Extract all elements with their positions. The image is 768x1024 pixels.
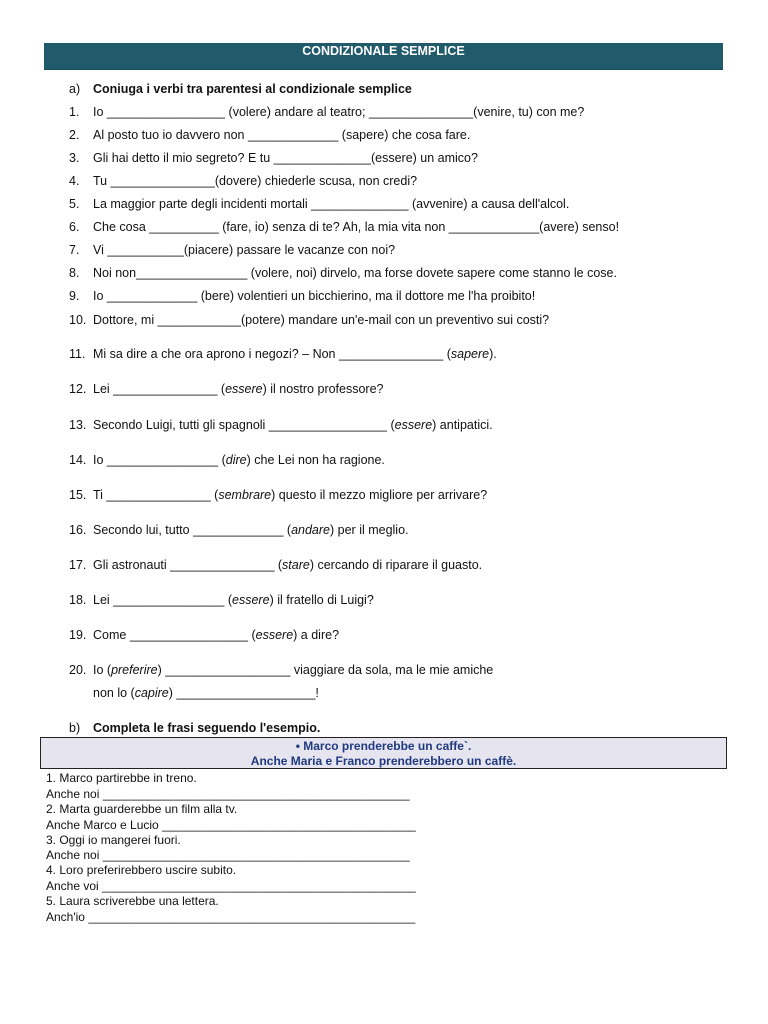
- completion-answer-line: Anch'io _________________________________________________: [46, 910, 416, 924]
- verb-infinitive: andare: [291, 523, 331, 537]
- exercise-text: Io (: [93, 663, 112, 677]
- exercise-number: 15.: [69, 488, 87, 502]
- exercise-text: Che cosa __________ (fare, io) senza di te? Ah, la mia vita non _____________(avere) senso!: [93, 220, 620, 234]
- exercise-text: Mi sa dire a che ora aprono i negozi? – Non _______________ (: [93, 347, 451, 361]
- exercise-number: 7.: [69, 243, 80, 257]
- exercise-item: [69, 220, 619, 234]
- exercise-item: [69, 243, 395, 257]
- exercise-number: 19.: [69, 628, 87, 642]
- completion-answer-line: Anche Marco e Lucio ______________________________________: [46, 818, 416, 832]
- exercise-text: Ti _______________ (: [93, 488, 219, 502]
- section-b-instruction: Completa le frasi seguendo l'esempio.: [93, 721, 321, 735]
- exercise-number: 16.: [69, 523, 87, 537]
- exercise-text: ) __________________ viaggiare da sola, ma le mie amiche: [157, 663, 494, 677]
- exercise-item: [69, 347, 497, 361]
- exercise-text: Secondo Luigi, tutti gli spagnoli _________________ (: [93, 418, 395, 432]
- exercise-item: [69, 628, 339, 642]
- completion-sentence: 3. Oggi io mangerei fuori.: [46, 833, 181, 847]
- section-b-letter: b): [69, 721, 81, 735]
- verb-infinitive: essere: [394, 418, 433, 432]
- verb-infinitive: essere: [225, 382, 263, 396]
- exercise-text: ) per il meglio.: [330, 523, 409, 537]
- exercise-number: 6.: [69, 220, 80, 234]
- exercise-text: Vi ___________(piacere) passare le vacanze con noi?: [93, 243, 396, 257]
- section-a-instruction: Coniuga i verbi tra parentesi al condizionale semplice: [93, 82, 412, 96]
- section-a-letter: a): [69, 82, 81, 96]
- exercise-number: 20.: [69, 663, 87, 677]
- exercise-text: ) che Lei non ha ragione.: [246, 453, 385, 467]
- exercise-item: [69, 151, 478, 165]
- exercise-continuation: [93, 686, 319, 700]
- page-title: CONDIZIONALE SEMPLICE: [44, 43, 723, 70]
- exercise-number: 9.: [69, 289, 80, 303]
- verb-infinitive: capire: [134, 686, 169, 700]
- exercise-item: [69, 105, 584, 119]
- exercise-text: ) questo il mezzo migliore per arrivare?: [271, 488, 488, 502]
- verb-infinitive: essere: [255, 628, 294, 642]
- completion-sentence: 4. Loro preferirebbero uscire subito.: [46, 863, 237, 877]
- exercise-text: ) il nostro professore?: [262, 382, 384, 396]
- exercise-number: 2.: [69, 128, 80, 142]
- exercise-text: Io _________________ (volere) andare al teatro; _______________(venire, tu) con me?: [93, 105, 585, 119]
- exercise-text: ) cercando di riparare il guasto.: [309, 558, 483, 572]
- exercise-text: Al posto tuo io davvero non _____________ (sapere) che cosa fare.: [93, 128, 471, 142]
- exercise-item: [69, 523, 409, 537]
- example-box: [40, 737, 727, 769]
- exercise-text: Come _________________ (: [93, 628, 256, 642]
- exercise-text: Dottore, mi ____________(potere) mandare un'e-mail con un preventivo sui costi?: [93, 313, 550, 327]
- completion-sentence: 2. Marta guarderebbe un film alla tv.: [46, 802, 238, 816]
- exercise-number: 17.: [69, 558, 87, 572]
- exercise-text: Gli hai detto il mio segreto? E tu ______________(essere) un amico?: [93, 151, 478, 165]
- exercise-number: 3.: [69, 151, 80, 165]
- verb-infinitive: sembrare: [218, 488, 272, 502]
- verb-infinitive: dire: [225, 453, 247, 467]
- exercise-text: ) il fratello di Luigi?: [269, 593, 374, 607]
- exercise-text: non lo (: [93, 686, 135, 700]
- exercise-text: Gli astronauti _______________ (: [93, 558, 283, 572]
- exercise-item: [69, 418, 493, 432]
- exercise-text: ) ____________________!: [168, 686, 319, 700]
- exercise-item: [69, 197, 569, 211]
- exercise-number: 5.: [69, 197, 80, 211]
- exercise-number: 12.: [69, 382, 87, 396]
- exercise-item: [69, 453, 385, 467]
- exercise-number: 14.: [69, 453, 87, 467]
- verb-infinitive: stare: [282, 558, 310, 572]
- exercise-number: 11.: [69, 347, 86, 361]
- exercise-text: ).: [489, 347, 497, 361]
- exercise-item: [69, 266, 617, 280]
- exercise-text: Tu _______________(dovere) chiederle scusa, non credi?: [93, 174, 418, 188]
- exercise-text: Secondo lui, tutto _____________ (: [93, 523, 292, 537]
- verb-infinitive: sapere: [450, 347, 490, 361]
- verb-infinitive: essere: [232, 593, 270, 607]
- example-line-1: • Marco prenderebbe un caffe`.: [295, 739, 472, 753]
- exercise-text: Io ________________ (: [93, 453, 226, 467]
- completion-answer-line: Anche noi ______________________________________________: [46, 787, 410, 801]
- exercise-text: Lei ________________ (: [93, 593, 233, 607]
- completion-answer-line: Anche voi _______________________________________________: [46, 879, 416, 893]
- exercise-text: Noi non________________ (volere, noi) dirvelo, ma forse dovete sapere come stanno le cose.: [93, 266, 617, 280]
- exercise-text: ) antipatici.: [432, 418, 493, 432]
- exercise-number: 4.: [69, 174, 80, 188]
- exercise-item: [69, 558, 482, 572]
- exercise-item: [69, 174, 417, 188]
- exercise-item: [69, 289, 535, 303]
- exercise-number: 8.: [69, 266, 80, 280]
- example-line-2: Anche Maria e Franco prenderebbero un caffè.: [250, 754, 517, 768]
- exercise-text: Io _____________ (bere) volentieri un bicchierino, ma il dottore me l'ha proibito!: [93, 289, 536, 303]
- exercise-item: [69, 593, 374, 607]
- completion-sentence: 5. Laura scriverebbe una lettera.: [46, 894, 219, 908]
- exercise-text: La maggior parte degli incidenti mortali ______________ (avvenire) a causa dell'alcol.: [93, 197, 570, 211]
- completion-sentence: 1. Marco partirebbe in treno.: [46, 771, 197, 785]
- exercise-number: 13.: [69, 418, 87, 432]
- section-a-heading: [69, 82, 412, 96]
- exercise-item: [69, 382, 384, 396]
- completion-answer-line: Anche noi ______________________________________________: [46, 848, 410, 862]
- exercise-text: Lei _______________ (: [93, 382, 226, 396]
- exercise-item: [69, 128, 470, 142]
- exercise-item: [69, 663, 493, 677]
- exercise-number: 1.: [69, 105, 80, 119]
- exercise-number: 10.: [69, 313, 87, 327]
- section-b-heading: [69, 721, 320, 735]
- exercise-text: ) a dire?: [293, 628, 340, 642]
- exercise-item: [69, 313, 549, 327]
- verb-infinitive: preferire: [111, 663, 158, 677]
- exercise-item: [69, 488, 487, 502]
- exercise-number: 18.: [69, 593, 87, 607]
